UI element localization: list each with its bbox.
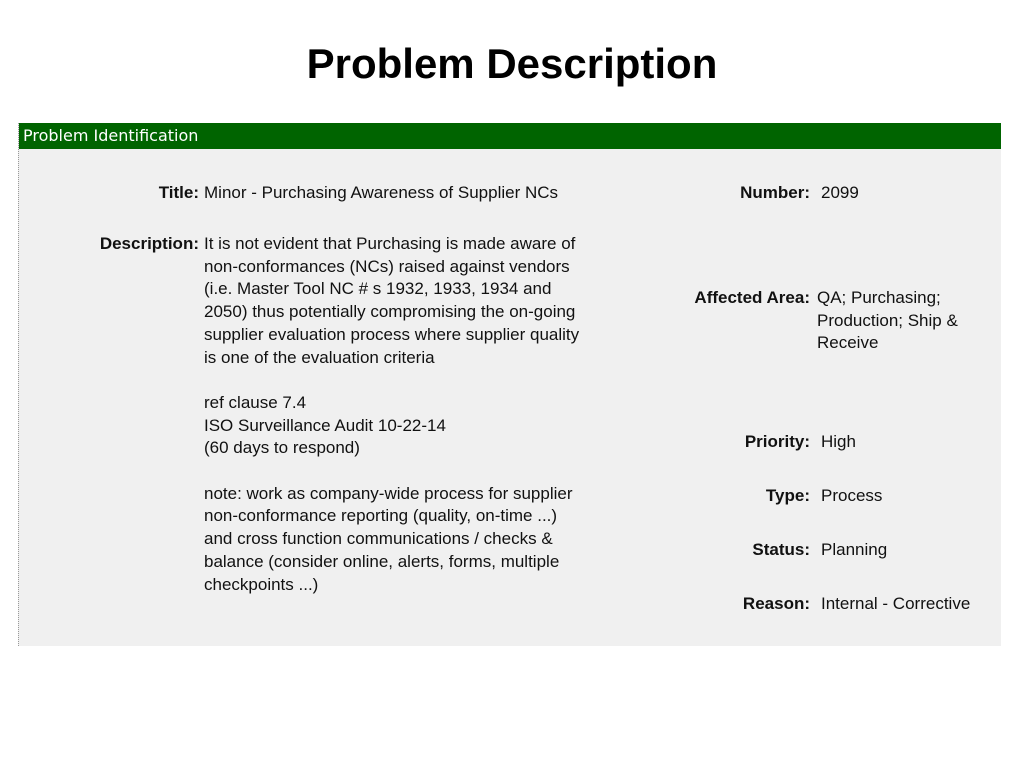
description-paragraph: It is not evident that Purchasing is made aware of non-conformances (NCs) raised against vendors (i.e. Master Tool NC # s 1932, 1933, 1934 and 2050) thus potentially compromising the on-going supplier evaluation process where supplier quality is one of the evaluation criteria <box>204 234 580 367</box>
panel-header: Problem Identification <box>19 123 1001 149</box>
title-value: Minor - Purchasing Awareness of Supplier NCs <box>204 183 559 202</box>
type-label: Type: <box>765 486 810 505</box>
description-value <box>204 233 589 596</box>
affected-area-value: QA; Purchasing; Production; Ship & Receive <box>817 288 958 353</box>
description-reference: ref clause 7.4 ISO Surveillance Audit 10-22-14 (60 days to respond) <box>204 392 446 458</box>
number-label: Number: <box>740 183 810 202</box>
slide-title: Problem Description <box>306 40 718 87</box>
problem-identification-panel <box>18 123 1001 646</box>
type-value: Process <box>821 486 883 505</box>
priority-value: High <box>821 432 856 451</box>
reason-label: Reason: <box>742 594 810 613</box>
description-note: note: work as company-wide process for supplier non-conformance reporting (quality, on-time ...) and cross function communications / checks & balance (consider online, alerts, forms, multiple checkpoints ...) <box>204 483 573 594</box>
priority-label: Priority: <box>744 432 810 451</box>
reason-value: Internal - Corrective <box>821 594 971 613</box>
description-label: Description: <box>99 234 199 253</box>
status-value: Planning <box>821 540 888 559</box>
title-label: Title: <box>158 183 199 202</box>
status-label: Status: <box>752 540 810 559</box>
number-value: 2099 <box>821 183 859 202</box>
affected-area-label: Affected Area: <box>694 288 810 307</box>
